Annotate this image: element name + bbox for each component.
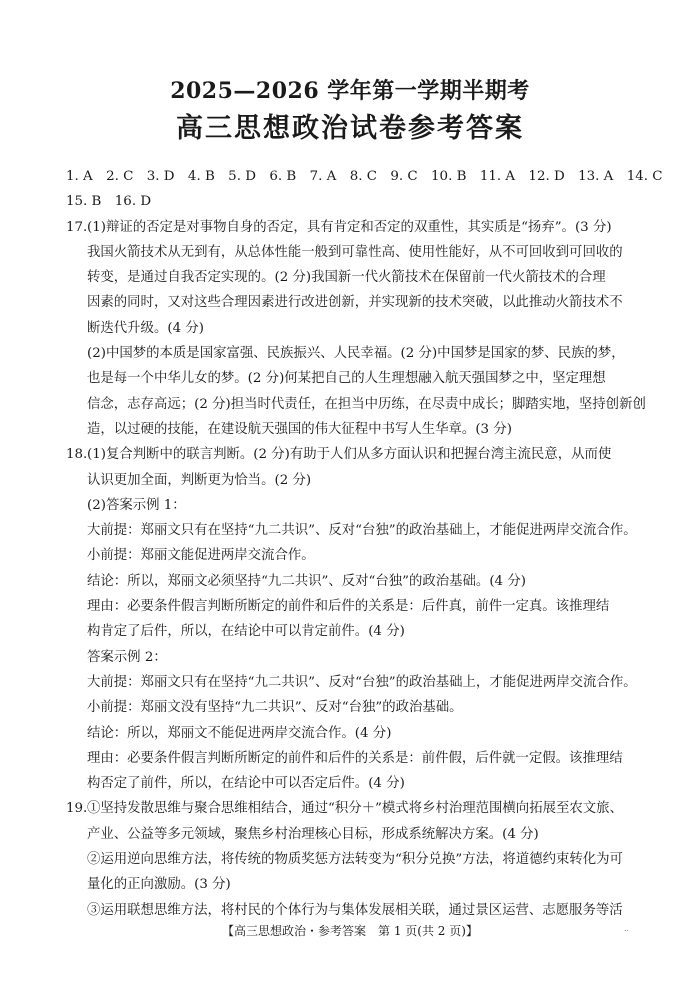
answer-line: 18.(1)复合判断中的联言判断。(2 分)有助于人们从多方面认识和把握台湾主流民意，从而使 — [87, 442, 632, 467]
answer-line: 也是每一个中华儿女的梦。(2 分)何某把自己的人生理想融入航天强国梦之中，坚定理想 — [87, 371, 606, 387]
question-18 — [66, 442, 637, 796]
answer-line: 结论：所以，郑丽文必须坚持“九二共识”、反对“台独”的政治基础。(4 分) — [87, 573, 526, 589]
answer-line: 小前提：郑丽文能促进两岸交流合作。 — [87, 548, 315, 564]
answer-line: 大前提：郑丽文只有在坚持“九二共识”、反对“台独”的政治基础上，才能促进两岸交流合作。 — [87, 674, 637, 690]
answer-key-title: 高三思想政治试卷参考答案 — [176, 113, 524, 144]
answer-line: 构肯定了后件，所以，在结论中可以肯定前件。(4 分) — [87, 624, 405, 640]
answer-line: (2)答案示例 1： — [87, 497, 186, 513]
answer-line: 因素的同时，又对这些合理因素进行改进创新，并实现新的技术突破，以此推动火箭技术不 — [87, 295, 623, 311]
answer-line: 量化的正向激励。(3 分) — [87, 877, 231, 893]
exam-title: 2025—2026 学年第一学期半期考 — [170, 78, 530, 104]
answer-line: 造，以过硬的技能，在建设航天强国的伟大征程中书写人生华章。(3 分) — [87, 421, 512, 437]
question-19 — [66, 796, 632, 922]
question-number: 19. — [66, 801, 88, 817]
choice-answers-line: 1. A 2. C 3. D 4. B 5. D 6. B 7. A 8. C 9. C 10. B 11. A 12. D 13. A 14. C — [66, 169, 663, 184]
page-footer: 【高三思想政治・参考答案 第 1 页(共 2 页)】 — [222, 924, 478, 938]
question-number: 18. — [66, 447, 88, 463]
answer-line: 理由：必要条件假言判断所断定的前件和后件的关系是：后件真，前件一定真。该推理结 — [87, 599, 610, 615]
answer-line: 答案示例 2： — [87, 649, 167, 665]
answer-line: 结论：所以，郑丽文不能促进两岸交流合作。(4 分) — [87, 725, 392, 741]
answer-line: ②运用逆向思维方法，将传统的物质奖惩方法转变为“积分兑换”方法，将道德约束转化为可 — [87, 852, 623, 868]
answer-line: 17.(1)辩证的否定是对事物自身的否定，具有肯定和否定的双重性，其实质是“扬弃”。(3 分) — [87, 215, 632, 240]
question-17 — [66, 215, 646, 443]
answer-line: 小前提：郑丽文没有坚持“九二共识”、反对“台独”的政治基础。 — [87, 700, 463, 716]
answer-line: 断迭代升级。(4 分) — [87, 320, 204, 336]
answer-line: 构否定了前件，所以，在结论中可以否定后件。(4 分) — [87, 776, 405, 792]
answer-content — [66, 164, 663, 923]
answer-line: (2)中国梦的本质是国家富强、民族振兴、人民幸福。(2 分)中国梦是国家的梦、民族的梦， — [87, 346, 625, 362]
choice-answers — [66, 164, 663, 215]
answer-line: 大前提：郑丽文只有在坚持“九二共识”、反对“台独”的政治基础上，才能促进两岸交流合作。 — [87, 523, 637, 539]
question-number: 17. — [66, 219, 88, 235]
answer-line: 认识更加全面，判断更为恰当。(2 分) — [87, 472, 312, 488]
answer-line: ③运用联想思维方法，将村民的个体行为与集体发展相关联，通过景区运营、志愿服务等活 — [87, 902, 623, 918]
answer-line: 产业、公益等多元领域，聚焦乡村治理核心目标，形成系统解决方案。(4 分) — [87, 826, 539, 842]
answer-line: 理由：必要条件假言判断所断定的前件和后件的关系是：前件假，后件就一定假。该推理结 — [87, 750, 623, 766]
choice-answers-line: 15. B 16. D — [66, 194, 152, 210]
answer-line: 转变，是通过自我否定实现的。(2 分)我国新一代火箭技术在保留前一代火箭技术的合理 — [87, 270, 606, 286]
answer-line: 信念，志存高远；(2 分)担当时代责任，在担当中历练，在尽责中成长；脚踏实地，坚持创新创 — [87, 396, 646, 412]
answer-line: 19.①坚持发散思维与聚合思维相结合，通过“积分＋”模式将乡村治理范围横向拓展至农文旅、 — [87, 796, 632, 821]
corner-mark: .. — [624, 924, 630, 933]
answer-line: 我国火箭技术从无到有，从总体性能一般到可靠性高、使用性能好，从不可回收到可回收的 — [87, 244, 623, 260]
